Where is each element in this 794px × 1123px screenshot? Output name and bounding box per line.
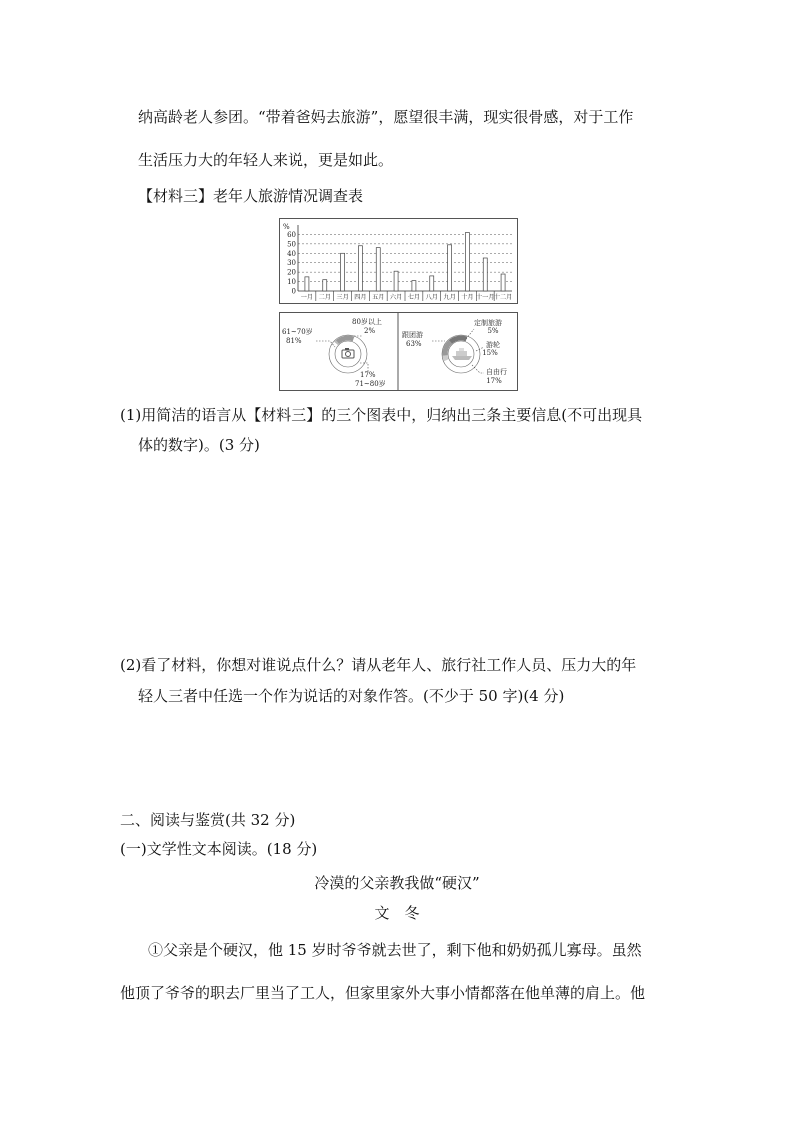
x-tick-label: 四月 <box>354 294 367 301</box>
material-three-heading: 【材料三】老年人旅游情况调查表 <box>138 187 364 205</box>
donut-label: 17% <box>486 377 502 385</box>
y-tick-label: 10 <box>287 278 296 287</box>
donut-label: 游轮 <box>486 341 500 349</box>
paragraph-1-line-1: ①父亲是个硬汉，他 15 岁时爷爷就去世了，剩下他和奶奶孤儿寡母。虽然 <box>148 941 642 959</box>
camera-icon <box>342 348 354 358</box>
donut-label: 80岁以上 <box>352 318 382 326</box>
x-tick-label: 十一月 <box>475 294 495 301</box>
donut-label: 17% <box>360 371 376 379</box>
bar-4 <box>358 246 362 291</box>
y-tick-label: 0 <box>291 287 296 296</box>
x-tick-label: 六月 <box>389 294 403 301</box>
x-tick-label: 五月 <box>372 294 385 301</box>
x-tick-label: 十二月 <box>493 294 513 301</box>
bar-12 <box>501 274 505 291</box>
donut-label: 63% <box>406 340 422 348</box>
bar-2 <box>323 280 327 291</box>
y-unit-label: % <box>283 223 290 231</box>
donut-charts <box>280 313 517 390</box>
bar-1 <box>305 277 309 291</box>
x-tick-label: 二月 <box>318 294 331 301</box>
x-tick-label: 七月 <box>407 294 421 301</box>
donut-label: 2% <box>364 327 376 335</box>
donut-label: 5% <box>487 327 499 335</box>
question-2-line-2: 轻人三者中任选一个作为说话的对象作答。(不少于 50 字)(4 分) <box>138 687 565 705</box>
bar-3 <box>341 253 345 291</box>
bar-11 <box>483 258 487 291</box>
x-tick-label: 八月 <box>425 294 438 301</box>
y-tick-label: 40 <box>287 249 296 258</box>
article-title: 冷漠的父亲教我做“硬汉” <box>314 874 480 892</box>
donut-slice-2 <box>445 355 446 360</box>
text-line-2: 生活压力大的年轻人来说，更是如此。 <box>138 151 394 169</box>
question-1-line-1: (1)用简洁的语言从【材料三】的三个图表中，归纳出三条主要信息(不可出现具 <box>120 406 643 424</box>
y-tick-label: 60 <box>287 230 296 239</box>
bar-5 <box>376 248 380 291</box>
donut-label: 71~80岁 <box>355 380 386 388</box>
donut-label: 81% <box>286 337 302 345</box>
bar-6 <box>394 271 398 291</box>
bar-chart <box>280 219 517 303</box>
question-1-line-2: 体的数字)。(3 分) <box>138 436 260 454</box>
subsection-heading: (一)文学性文本阅读。(18 分) <box>120 840 318 858</box>
bar-9 <box>448 245 452 291</box>
bar-8 <box>430 276 434 291</box>
donut-charts-panel <box>279 312 518 391</box>
article-author: 文 冬 <box>374 904 420 922</box>
y-tick-label: 50 <box>287 240 296 249</box>
donut-label: 自由行 <box>486 368 507 376</box>
section-two-heading: 二、阅读与鉴赏(共 32 分) <box>120 811 296 829</box>
bar-chart-panel <box>279 218 518 304</box>
question-2-line-1: (2)看了材料，你想对谁说点什么？请从老年人、旅行社工作人员、压力大的年 <box>120 656 637 674</box>
bar-10 <box>465 233 469 291</box>
donut-label: 15% <box>482 349 498 357</box>
donut-label: 跟团游 <box>402 331 423 339</box>
y-tick-label: 30 <box>287 259 296 268</box>
cruise-ship-icon <box>452 348 472 360</box>
bar-7 <box>412 281 416 291</box>
donut-inner-ring <box>335 341 361 367</box>
x-tick-label: 一月 <box>300 294 314 301</box>
x-tick-label: 三月 <box>336 294 349 301</box>
x-tick-label: 十月 <box>461 294 474 301</box>
text-line-1: 纳高龄老人参团。“带着爸妈去旅游”，愿望很丰满，现实很骨感，对于工作 <box>138 108 634 126</box>
donut-label: 61~70岁 <box>282 328 313 336</box>
donut-label: 定制旅游 <box>474 319 502 327</box>
donut-slice-2 <box>336 342 337 343</box>
paragraph-1-line-2: 他顶了爷爷的职去厂里当了工人，但家里家外大事小情都落在他单薄的肩上。他 <box>120 984 646 1002</box>
y-tick-label: 20 <box>287 268 296 277</box>
x-tick-label: 九月 <box>443 294 456 301</box>
